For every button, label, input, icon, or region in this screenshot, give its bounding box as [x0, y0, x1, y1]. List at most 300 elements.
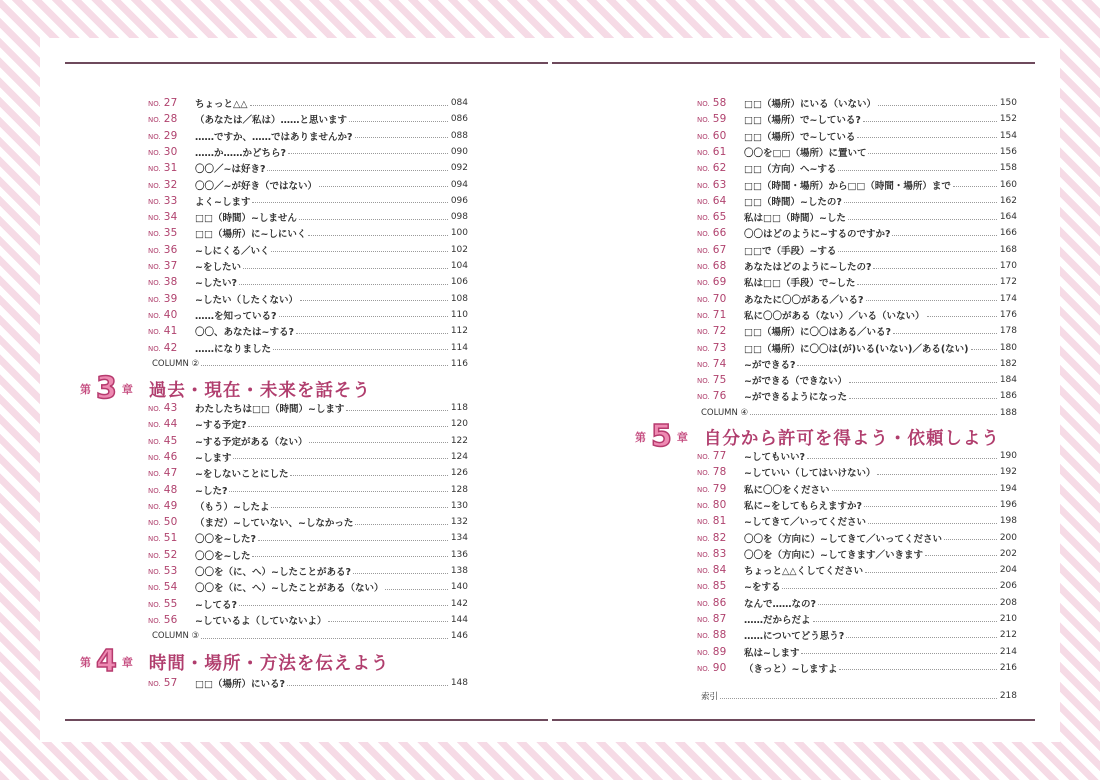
dot-leader: [287, 685, 448, 686]
entry-number-value: 39: [163, 292, 178, 305]
toc-entry[interactable]: [697, 578, 1017, 594]
toc-entry[interactable]: [148, 258, 468, 274]
entry-number-prefix: NO.: [148, 311, 161, 320]
entry-title: ……か……かどちら?: [195, 147, 287, 159]
entry-number-value: 54: [163, 581, 178, 594]
entry-number: [148, 516, 195, 528]
toc-entry[interactable]: [148, 449, 468, 465]
page-number: 098: [450, 212, 468, 223]
toc-entry[interactable]: [148, 514, 468, 530]
entry-number: [148, 276, 195, 288]
entry-title: □□（場所）で~している: [744, 131, 856, 143]
entry-title: （まだ）~していない、~しなかった: [195, 518, 354, 530]
column-label: COLUMN ④: [701, 407, 749, 418]
dot-leader: [801, 653, 997, 654]
chapter-title: 時間・場所・方法を伝えよう: [148, 653, 390, 674]
entry-number-prefix: NO.: [697, 214, 710, 223]
toc-entry[interactable]: [148, 274, 468, 290]
dot-leader: [328, 621, 448, 622]
dot-leader: [308, 235, 448, 236]
entry-title: 〇〇はどのように~するのですか?: [744, 229, 891, 241]
entry-number-value: 85: [712, 580, 727, 593]
entry-number: [697, 450, 744, 462]
page-number: 192: [999, 467, 1017, 478]
chapter-suffix: 章: [121, 656, 133, 669]
entry-number-prefix: NO.: [697, 360, 710, 369]
dot-leader: [252, 202, 448, 203]
toc-entry[interactable]: [697, 160, 1017, 176]
entry-title: ~します: [195, 452, 232, 464]
entry-number: [148, 614, 195, 626]
dot-leader: [818, 604, 997, 605]
entry-number-prefix: NO.: [697, 295, 710, 304]
entry-number-prefix: NO.: [697, 501, 710, 510]
entry-number-prefix: NO.: [148, 295, 161, 304]
entry-number-value: 40: [163, 308, 178, 321]
chapter-prefix: 第: [80, 383, 91, 396]
entry-number-value: 62: [712, 162, 727, 175]
entry-number-prefix: NO.: [697, 583, 710, 592]
dot-leader: [296, 333, 448, 334]
entry-number-prefix: NO.: [697, 311, 710, 320]
entry-number: [697, 499, 744, 511]
dot-leader: [953, 186, 997, 187]
entry-number-value: 58: [712, 97, 727, 109]
entry-number: [148, 211, 195, 223]
toc-entry[interactable]: [697, 546, 1017, 562]
column-label: COLUMN ②: [152, 358, 200, 369]
entry-title: 〇〇／~は好き?: [195, 164, 266, 176]
page-number: 124: [450, 451, 468, 462]
entry-number-value: 33: [163, 194, 178, 207]
entry-number-value: 87: [712, 613, 727, 625]
dot-leader: [844, 202, 997, 203]
entry-number: [697, 179, 744, 191]
chapter-number: 3: [96, 371, 117, 406]
dot-leader: [877, 474, 997, 475]
page-number: 122: [450, 435, 468, 446]
toc-entry[interactable]: [148, 416, 468, 432]
toc-entry[interactable]: [697, 611, 1017, 627]
entry-number: [697, 162, 744, 174]
page-number: 186: [999, 391, 1017, 402]
toc-entry[interactable]: [697, 323, 1017, 339]
toc-entry[interactable]: [697, 372, 1017, 388]
page-number: 094: [450, 179, 468, 190]
toc-entry[interactable]: [148, 128, 468, 144]
page-number: 178: [999, 326, 1017, 337]
entry-number: [148, 467, 195, 479]
chapter-suffix: 章: [676, 431, 688, 444]
entry-number-prefix: NO.: [697, 344, 710, 353]
entry-title: ~しているよ（していないよ）: [195, 615, 327, 627]
entry-number: [148, 293, 195, 305]
dot-leader: [309, 442, 448, 443]
dot-leader: [271, 251, 448, 252]
entry-number: [697, 276, 744, 288]
entry-title: 私に〇〇がある（ない）／いる（いない）: [744, 310, 925, 322]
page-number: 088: [450, 130, 468, 141]
entry-title: □□（時間）~したの?: [744, 196, 842, 208]
entry-number-value: 37: [163, 260, 178, 272]
toc-entry[interactable]: [697, 307, 1017, 323]
entry-title: ~ができる?: [744, 359, 796, 371]
entry-number-value: 79: [712, 482, 727, 495]
chapter-prefix: 第: [80, 656, 91, 669]
toc-entry[interactable]: [148, 111, 468, 127]
dot-leader: [892, 235, 997, 236]
entry-number-prefix: NO.: [697, 230, 710, 239]
chapter-suffix: 章: [121, 383, 133, 396]
dot-leader: [864, 506, 997, 507]
chapter-title: 自分から許可を得よう・依頼しよう: [703, 428, 1000, 449]
entry-number-value: 68: [712, 260, 727, 272]
entry-number: [697, 227, 744, 239]
entry-number-value: 47: [163, 467, 178, 480]
toc-entry[interactable]: [697, 111, 1017, 127]
toc-entry[interactable]: [697, 128, 1017, 144]
dot-leader: [201, 365, 448, 366]
dot-leader: [849, 398, 997, 399]
toc-entry[interactable]: [148, 498, 468, 514]
entry-number-value: 77: [712, 450, 727, 462]
entry-number: [148, 598, 195, 610]
toc-entry[interactable]: [697, 448, 1017, 464]
dot-leader: [349, 121, 448, 122]
entry-number-prefix: NO.: [148, 600, 161, 609]
entry-number-prefix: NO.: [148, 680, 161, 688]
page-number: 148: [450, 678, 468, 688]
entry-number: [697, 358, 744, 370]
dot-leader: [233, 458, 448, 459]
page-number: 126: [450, 468, 468, 479]
entry-title: □□（場所）で~している?: [744, 115, 861, 127]
entry-number: [148, 402, 195, 414]
page-number: 212: [999, 630, 1017, 641]
entry-number: [148, 227, 195, 239]
entry-title: ~しにくる／いく: [195, 245, 270, 257]
page-number: 146: [450, 631, 468, 642]
entry-number-prefix: NO.: [697, 616, 710, 624]
entry-number-value: 73: [712, 341, 727, 354]
dot-leader: [846, 637, 997, 638]
page-number: 118: [450, 403, 468, 413]
toc-entry[interactable]: [148, 400, 468, 416]
toc-entry[interactable]: [697, 356, 1017, 372]
entry-number-prefix: NO.: [697, 518, 710, 527]
toc-column-entry[interactable]: [701, 405, 1017, 421]
entry-number-value: 66: [712, 227, 727, 240]
entry-number: [148, 565, 195, 577]
entry-number: [697, 613, 744, 625]
entry-number: [697, 483, 744, 495]
toc-entry[interactable]: [697, 225, 1017, 241]
toc-entry[interactable]: [148, 144, 468, 160]
toc-entry[interactable]: [148, 530, 468, 546]
toc-entry[interactable]: [697, 464, 1017, 480]
toc-entry[interactable]: [697, 95, 1017, 111]
dot-leader: [355, 524, 448, 525]
toc-entry[interactable]: [697, 644, 1017, 660]
entry-number-prefix: NO.: [697, 393, 710, 402]
page-number: 112: [450, 326, 468, 337]
dot-leader: [807, 458, 997, 459]
dot-leader: [838, 251, 997, 252]
entry-number: [697, 646, 744, 658]
entry-title: □□（場所）に〇〇は(が)いる(いない)／ある(ない): [744, 343, 969, 355]
dot-leader: [782, 588, 997, 589]
toc-entry[interactable]: [697, 144, 1017, 160]
entry-title: ~ができるようになった: [744, 392, 847, 404]
entry-title: あなたに〇〇がある／いる?: [744, 294, 864, 306]
entry-number-prefix: NO.: [697, 181, 710, 190]
right-page-toc: [550, 38, 1060, 742]
chapter-title: 過去・現在・未来を話そう: [148, 380, 371, 401]
toc-entry[interactable]: [148, 225, 468, 241]
page-number: 206: [999, 581, 1017, 592]
entry-number-prefix: NO.: [697, 279, 710, 288]
entry-title: 〇〇を~した: [195, 550, 251, 562]
dot-leader: [300, 300, 448, 301]
entry-number-value: 84: [712, 564, 727, 577]
entry-number: [697, 466, 744, 478]
entry-number-value: 70: [712, 292, 727, 305]
page-number: 128: [450, 484, 468, 495]
page-number: 156: [999, 146, 1017, 157]
entry-title: ~をしないことにした: [195, 469, 289, 481]
page-number: 194: [999, 483, 1017, 494]
toc-entry[interactable]: [697, 340, 1017, 356]
entry-title: わたしたちは□□（時間）~します: [195, 404, 345, 415]
toc-entry[interactable]: [697, 660, 1017, 676]
toc-entry[interactable]: [148, 193, 468, 209]
entry-number: [697, 629, 744, 641]
entry-number: [148, 130, 195, 142]
entry-number-value: 29: [163, 129, 178, 142]
toc-entry[interactable]: [697, 209, 1017, 225]
entry-number-value: 56: [163, 613, 178, 626]
column-label: COLUMN ③: [152, 631, 200, 642]
entry-title: ちょっと△△くしてください: [744, 566, 864, 578]
toc-entry[interactable]: [697, 530, 1017, 546]
toc-entry[interactable]: [697, 388, 1017, 404]
toc-entry[interactable]: [697, 497, 1017, 513]
dot-leader: [863, 121, 997, 122]
entry-number-prefix: NO.: [148, 100, 161, 108]
entry-number-value: 63: [712, 178, 727, 191]
entry-number-prefix: NO.: [697, 100, 710, 108]
entry-title: □□（時間・場所）から□□（時間・場所）まで: [744, 180, 951, 192]
entry-number-value: 67: [712, 243, 727, 256]
entry-number: [697, 390, 744, 402]
entry-title: 〇〇を~した?: [195, 534, 256, 546]
entry-number-prefix: NO.: [148, 453, 161, 462]
entry-title: 〇〇を（に、へ）~したことがある?: [195, 567, 351, 578]
toc-entry[interactable]: [148, 291, 468, 307]
entry-number-prefix: NO.: [148, 344, 161, 353]
toc-column-entry[interactable]: [152, 356, 468, 372]
entry-number: [148, 500, 195, 512]
dot-leader: [925, 555, 997, 556]
entry-number: [697, 260, 744, 272]
toc-entry[interactable]: [697, 627, 1017, 643]
page-number: 208: [999, 597, 1017, 608]
dot-leader: [288, 153, 448, 154]
entry-number-value: 35: [163, 227, 178, 240]
entry-title: ……ですか、……ではありませんか?: [195, 131, 353, 143]
dot-leader: [229, 491, 448, 492]
dot-leader: [290, 475, 448, 476]
dot-leader: [838, 170, 997, 171]
toc-entry[interactable]: [148, 563, 468, 579]
toc-entry[interactable]: [148, 307, 468, 323]
entry-number: [148, 195, 195, 207]
toc-entry[interactable]: [697, 291, 1017, 307]
dot-leader: [878, 105, 997, 106]
entry-number: [148, 342, 195, 354]
toc-entry[interactable]: [697, 595, 1017, 611]
entry-number-prefix: NO.: [697, 550, 710, 559]
dot-leader: [385, 589, 448, 590]
entry-number-prefix: NO.: [697, 567, 710, 576]
page-number: 140: [450, 582, 468, 593]
dot-leader: [848, 219, 997, 220]
page-number: 180: [999, 342, 1017, 353]
page-number: 138: [450, 566, 468, 576]
toc-entry[interactable]: [148, 579, 468, 595]
entry-title: 〇〇／~が好き（ではない）: [195, 180, 317, 192]
toc-entry[interactable]: [148, 177, 468, 193]
page-number: 152: [999, 114, 1017, 125]
toc-entry[interactable]: [697, 242, 1017, 258]
toc-entry[interactable]: [148, 596, 468, 612]
toc-entry[interactable]: [148, 209, 468, 225]
page-number: 084: [450, 98, 468, 108]
entry-number: [697, 532, 744, 544]
entry-number: [697, 97, 744, 109]
page-number: 116: [450, 358, 468, 369]
entry-title: 〇〇を（方向に）~してきて／いってください: [744, 533, 942, 545]
entry-title: （きっと）~しますよ: [744, 663, 838, 675]
entry-number: [148, 435, 195, 447]
entry-number: [148, 146, 195, 158]
entry-number-prefix: NO.: [148, 279, 161, 288]
page-number: 218: [999, 691, 1017, 701]
toc-entry[interactable]: [697, 562, 1017, 578]
entry-number-prefix: NO.: [697, 648, 710, 657]
toc-entry[interactable]: [697, 177, 1017, 193]
page-number: 130: [450, 500, 468, 511]
entry-title: □□で（手段）~する: [744, 245, 837, 257]
toc-entry[interactable]: [148, 340, 468, 356]
dot-leader: [866, 300, 997, 301]
dot-leader: [873, 268, 997, 269]
toc-entry[interactable]: [148, 465, 468, 481]
entry-number-value: 59: [712, 113, 727, 126]
toc-entry[interactable]: [697, 258, 1017, 274]
toc-column-entry[interactable]: [152, 628, 468, 644]
toc-entry[interactable]: [148, 433, 468, 449]
entry-number-value: 46: [163, 450, 178, 463]
entry-number-value: 76: [712, 390, 727, 403]
entry-title: 〇〇を（に、へ）~したことがある（ない）: [195, 583, 384, 595]
page-number: 106: [450, 277, 468, 288]
entry-number-value: 88: [712, 629, 727, 642]
entry-number-value: 49: [163, 499, 178, 512]
entry-number: [148, 677, 195, 689]
toc-entry[interactable]: [697, 513, 1017, 529]
entry-number: [148, 325, 195, 337]
page-number: 168: [999, 244, 1017, 255]
entry-number-prefix: NO.: [148, 551, 161, 560]
entry-number-prefix: NO.: [148, 197, 161, 206]
entry-number-prefix: NO.: [697, 148, 710, 157]
entry-number-value: 43: [163, 402, 178, 414]
entry-number: [697, 564, 744, 576]
entry-number-prefix: NO.: [148, 584, 161, 593]
entry-title: （もう）~したよ: [195, 501, 270, 513]
entry-number-value: 82: [712, 531, 727, 544]
entry-number-value: 83: [712, 547, 727, 560]
page-number: 142: [450, 598, 468, 609]
toc-entry[interactable]: [148, 95, 468, 111]
page-number: 096: [450, 195, 468, 206]
page-number: 104: [450, 261, 468, 271]
entry-title: 私に〇〇をください: [744, 484, 830, 496]
entry-number: [148, 260, 195, 272]
dot-leader: [258, 540, 448, 541]
toc-entry[interactable]: [148, 160, 468, 176]
entry-title: 〇〇を□□（場所）に置いて: [744, 147, 867, 159]
page-number: 164: [999, 212, 1017, 223]
entry-number-value: 65: [712, 211, 727, 224]
entry-number-value: 36: [163, 243, 178, 256]
entry-number: [697, 342, 744, 354]
entry-number-prefix: NO.: [697, 132, 710, 141]
toc-entry[interactable]: [697, 481, 1017, 497]
toc-entry[interactable]: [148, 612, 468, 628]
toc-entry[interactable]: [148, 242, 468, 258]
chapter-prefix: 第: [635, 431, 646, 444]
toc-index-entry[interactable]: [701, 688, 1017, 704]
entry-number-value: 80: [712, 498, 727, 511]
dot-leader: [865, 572, 997, 573]
entry-number-prefix: NO.: [148, 421, 161, 430]
dot-leader: [832, 490, 997, 491]
chapter-number: 4: [96, 644, 117, 679]
entry-number-prefix: NO.: [148, 405, 161, 413]
toc-entry[interactable]: [148, 323, 468, 339]
toc-entry[interactable]: [697, 274, 1017, 290]
entry-number-prefix: NO.: [697, 664, 710, 673]
toc-entry[interactable]: [148, 547, 468, 563]
entry-number-prefix: NO.: [697, 534, 710, 543]
toc-entry[interactable]: [148, 675, 468, 691]
toc-entry[interactable]: [148, 482, 468, 498]
dot-leader: [893, 333, 997, 334]
entry-number-prefix: NO.: [148, 230, 161, 239]
dot-leader: [849, 382, 997, 383]
toc-entry[interactable]: [697, 193, 1017, 209]
entry-number-value: 71: [712, 308, 727, 321]
dot-leader: [248, 426, 448, 427]
entry-number-value: 32: [163, 178, 178, 191]
entry-number: [148, 179, 195, 191]
entry-number-value: 74: [712, 357, 727, 370]
entry-title: ~をする: [744, 582, 781, 594]
entry-title: ~していい（してはいけない）: [744, 468, 876, 480]
page-number: 176: [999, 309, 1017, 320]
